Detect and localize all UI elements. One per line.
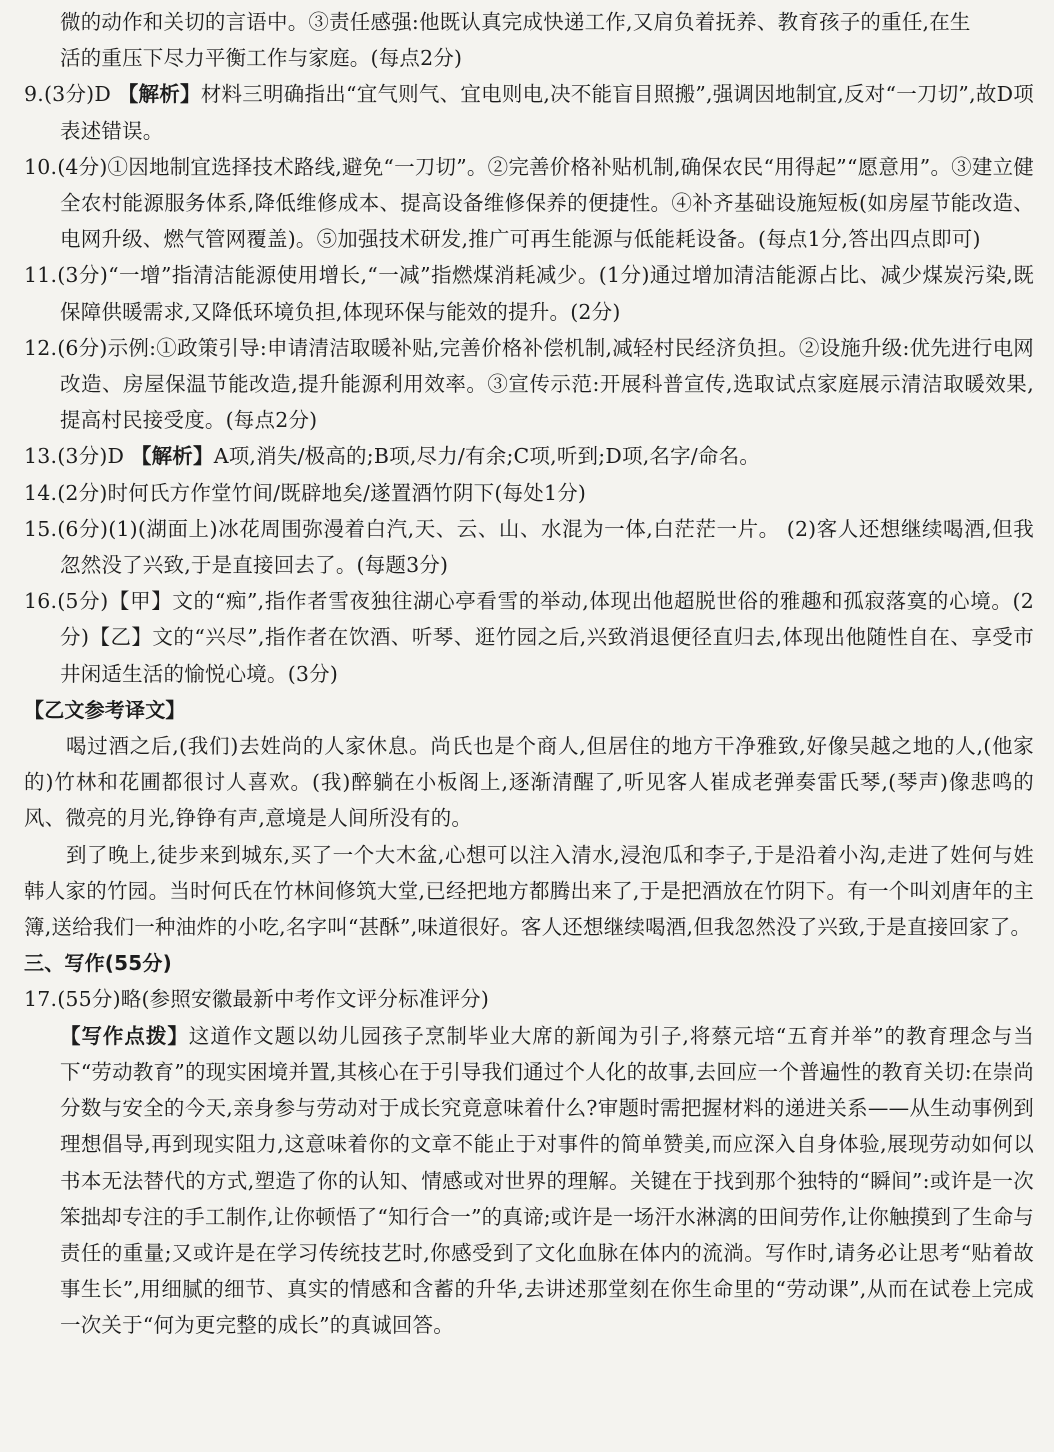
q8-continuation-line2: 活的重压下尽力平衡工作与家庭。(每点2分) bbox=[60, 46, 463, 71]
writing-tip bbox=[24, 1018, 1034, 1344]
q8-continuation-line1: 微的动作和关切的言语中。③责任感强:他既认真完成快递工作,又肩负着抚养、教育孩子的重任,在生 bbox=[60, 10, 971, 34]
answer-q15: 15.(6分)(1)(湖面上)冰花周围弥漫着白汽,天、云、山、水混为一体,白茫茫一片。 (2)客人还想继续喝酒,但我忽然没了兴致,于是直接回去了。(每题3分) bbox=[24, 516, 1034, 578]
q13-analysis-tag: 【解析】 bbox=[130, 444, 214, 469]
translation-paragraph-1: 喝过酒之后,(我们)去姓尚的人家休息。尚氏也是个商人,但居住的地方干净雅致,好像吴越之地的人,(他家的)竹林和花圃都很讨人喜欢。(我)醉躺在小板阁上,逐渐清醒了,听见客人崔成老弹奏雷氏琴,(琴声)像悲鸣的风、微亮的月光,铮铮有声,意境是人间所没有的。 bbox=[24, 734, 1034, 831]
translation-paragraph-2: 到了晚上,徒步来到城东,买了一个大木盆,心想可以注入清水,浸泡瓜和李子,于是沿着小沟,走进了姓何与姓韩人家的竹园。当时何氏在竹林间修筑大堂,已经把地方都腾出来了,于是把酒放在竹阴下。有一个叫刘唐年的主簿,送给我们一种油炸的小吃,名字叫“甚酥”,味道很好。客人还想继续喝酒,但我忽然没了兴致,于是直接回家了。 bbox=[24, 842, 1034, 940]
answer-q10: 10.(4分)①因地制宜选择技术路线,避免“一刀切”。②完善价格补贴机制,确保农民“用得起”“愿意用”。③建立健全农村能源服务体系,降低维修成本、提高设备维修保养的便捷性。④补齐基础设施短板(如房屋节能改造、电网升级、燃气管网覆盖)。⑤加强技术研发,推广可再生能源与低能耗设备。(每点1分,答出四点即可) bbox=[24, 154, 1034, 252]
answer-content bbox=[24, 4, 1034, 1344]
q9-number: 9.(3分)D bbox=[24, 82, 118, 107]
writing-tip-tag: 【写作点拨】 bbox=[60, 1023, 189, 1048]
q13-number: 13.(3分)D bbox=[24, 444, 131, 469]
answer-q14: 14.(2分)时何氏方作堂竹间/既辟地矣/遂置酒竹阴下(每处1分) bbox=[24, 480, 587, 505]
answer-q11: 11.(3分)“一增”指清洁能源使用增长,“一减”指燃煤消耗减少。(1分)通过增加清洁能源占比、减少煤炭污染,既保障供暖需求,又降低环境负担,体现环保与能效的提升。(2分) bbox=[24, 263, 1034, 324]
answer-q17: 17.(55分)略(参照安徽最新中考作文评分标准评分) bbox=[24, 987, 490, 1012]
translation-heading: 【乙文参考译文】 bbox=[24, 697, 186, 722]
answer-q9 bbox=[24, 76, 1034, 148]
answer-q12: 12.(6分)示例:①政策引导:申请清洁取暖补贴,完善价格补偿机制,减轻村民经济负担。②设施升级:优先进行电网改造、房屋保温节能改造,提升能源利用效率。③宣传示范:开展科普宣传,选取试点家庭展示清洁取暖效果,提高村民接受度。(每点2分) bbox=[24, 335, 1034, 433]
writing-tip-text: 这道作文题以幼儿园孩子烹制毕业大席的新闻为引子,将蔡元培“五育并举”的教育理念与当下“劳动教育”的现实困境并置,其核心在于引导我们通过个人化的故事,去回应一个普遍性的教育关切:在崇尚分数与安全的今天,亲身参与劳动对于成长究竟意味着什么?审题时需把握材料的递进关系——从生动事例到理想倡导,再到现实阻力,这意味着你的文章不能止于对事件的简单赞美,而应深入自身体验,展现劳动如何以书本无法替代的方式,塑造了你的认知、情感或对世界的理解。关键在于找到那个独特的“瞬间”:或许是一次笨拙却专注的手工制作,让你顿悟了“知行合一”的真谛;或许是一场汗水淋漓的田间劳作,让你触摸到了生命与责任的重量;又或许是在学习传统技艺时,你感受到了文化血脉在体内的流淌。写作时,请务必让思考“贴着故事生长”,用细腻的细节、真实的情感和含蓄的升华,去讲述那堂刻在你生命里的“劳动课”,从而在试卷上完成一次关于“何为更完整的成长”的真诚回答。 bbox=[60, 1023, 1034, 1338]
q9-text: 材料三明确指出“宜气则气、宜电则电,决不能盲目照搬”,强调因地制宜,反对“一刀切”,故D项表述错误。 bbox=[60, 82, 1034, 143]
q13-text: A项,消失/极高的;B项,尽力/有余;C项,听到;D项,名字/命名。 bbox=[213, 444, 761, 469]
answer-q16: 16.(5分)【甲】文的“痴”,指作者雪夜独往湖心亭看雪的举动,体现出他超脱世俗的雅趣和孤寂落寞的心境。(2分)【乙】文的“兴尽”,指作者在饮酒、听琴、逛竹园之后,兴致消退便径直归去,体现出他随性自在、享受市井闲适生活的愉悦心境。(3分) bbox=[24, 589, 1034, 686]
q9-analysis-tag: 【解析】 bbox=[117, 82, 201, 107]
writing-section-title: 三、写作(55分) bbox=[24, 951, 172, 976]
answer-q13 bbox=[24, 438, 1034, 474]
